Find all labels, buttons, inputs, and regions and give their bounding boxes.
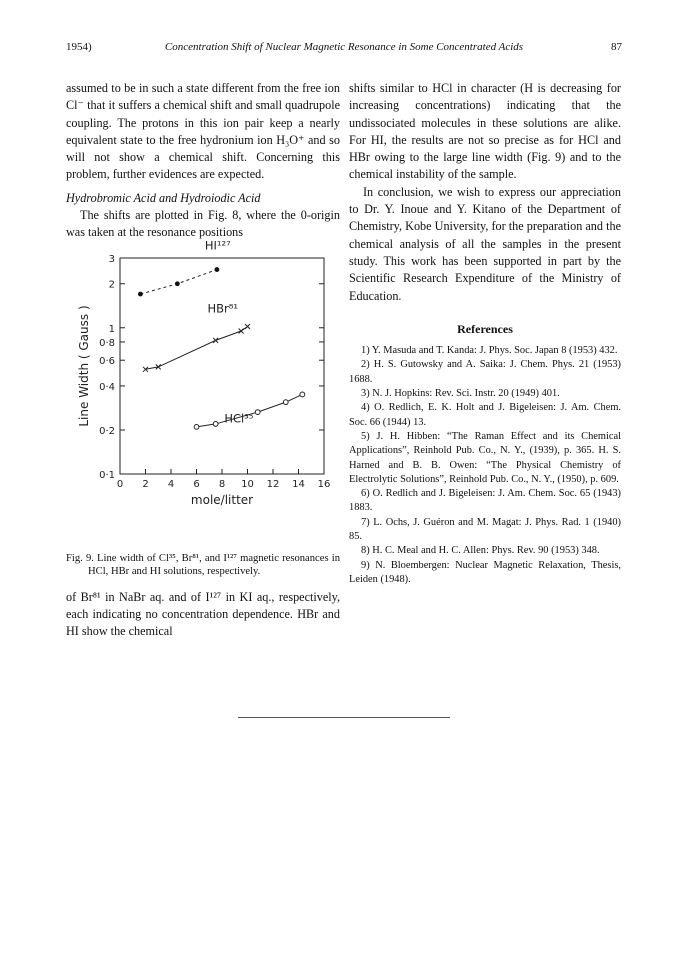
data-point-circle bbox=[194, 424, 199, 429]
references-list bbox=[349, 344, 621, 587]
series-label: HCl³⁵ bbox=[224, 411, 254, 426]
data-point-x bbox=[245, 324, 250, 329]
data-point-circle bbox=[300, 392, 305, 397]
data-point-circle bbox=[213, 421, 218, 426]
x-tick-label: 4 bbox=[167, 478, 175, 490]
series-line-1 bbox=[146, 326, 248, 369]
reference-item: 7) L. Ochs, J. Guéron and M. Magat: J. Phys. Rad. 1 (1940) 85. bbox=[349, 516, 621, 543]
y-tick-label: 0·2 bbox=[99, 425, 115, 437]
left-paragraph-1: assumed to be in such a state different from the free ion Cl⁻ that it suffers a chemical shift and small quadrupole coupling. The protons in this ion pair keep a nearly equivalent state to the free hydronium ion H₃O⁺ and so will not show a chemical shift. Concerning this problem, further evidences are expected. bbox=[66, 81, 340, 182]
x-tick-label: 8 bbox=[218, 478, 226, 490]
plot-frame bbox=[120, 258, 324, 474]
data-point-dot bbox=[175, 281, 180, 286]
left-paragraph-2: The shifts are plotted in Fig. 8, where the 0-origin was taken at the resonance positions bbox=[66, 208, 340, 240]
series-label: HI¹²⁷ bbox=[204, 238, 231, 253]
header-year: 1954) bbox=[66, 41, 92, 53]
data-point-x bbox=[239, 328, 244, 333]
x-tick-label: 2 bbox=[142, 478, 149, 490]
reference-item: 6) O. Redlich and J. Bigeleisen: J. Am. Chem. Soc. 65 (1943) 1883. bbox=[349, 488, 621, 514]
x-tick-label: 12 bbox=[266, 478, 280, 490]
reference-item: 2) H. S. Gutowsky and A. Saika: J. Chem. Phys. 21 (1953) 1688. bbox=[349, 359, 621, 385]
figure-caption: Fig. 9. Line width of Cl³⁵, Br⁸¹, and I¹²⁷ magnetic resonances in HCl, HBr and HI solutions, respectively. bbox=[66, 552, 340, 578]
right-paragraph-2: In conclusion, we wish to express our appreciation to Dr. Y. Inoue and Y. Kitano of the Department of Chemistry, Kobe University, for the preparation and the chemical analysis of all the samples in the present study. This work has been supported in part by the Scientific Research Expenditure of the Ministry of Education. bbox=[349, 184, 621, 303]
reference-item: 8) H. C. Meal and H. C. Allen: Phys. Rev. 90 (1953) 348. bbox=[361, 545, 600, 557]
x-tick-label: 10 bbox=[241, 478, 254, 490]
data-point-circle bbox=[255, 409, 260, 414]
y-tick-label: 1 bbox=[108, 323, 115, 335]
data-point-dot bbox=[138, 291, 143, 296]
y-tick-label: 2 bbox=[108, 279, 115, 291]
right-paragraph-1: shifts similar to HCl in character (H is decreasing for increasing concentrations) indicating that the undissociated molecules in these solutions are alike. For HI, the results are not so precise as for HCl and HBr owing to the large line width (Fig. 9) and to the chemical instability of the sample. bbox=[349, 81, 621, 182]
x-tick-label: 16 bbox=[317, 478, 331, 490]
reference-item: 1) Y. Masuda and T. Kanda: J. Phys. Soc. Japan 8 (1953) 432. bbox=[361, 345, 618, 357]
running-title: Concentration Shift of Nuclear Magnetic Resonance in Some Concentrated Acids bbox=[164, 41, 524, 53]
y-tick-label: 0·6 bbox=[99, 355, 115, 367]
x-tick-label: 0 bbox=[116, 478, 124, 490]
y-tick-label: 0·1 bbox=[99, 469, 115, 481]
data-point-dot bbox=[215, 267, 220, 272]
end-rule bbox=[238, 717, 450, 718]
reference-item: 5) J. H. Hibben: “The Raman Effect and its Chemical Applications”, Reinhold Pub. Co., N. Y., (1939), p. 365. H. S. Harned and B. B. Owen: “The Physical Chemistry of Electrolytic Solutions”, Reinhold Pub. Co., N. Y., (1950), p. 609. bbox=[349, 430, 621, 485]
y-tick-label: 3 bbox=[108, 253, 115, 265]
reference-item: 3) N. J. Hopkins: Rev. Sci. Instr. 20 (1949) 401. bbox=[361, 388, 560, 400]
data-point-x bbox=[213, 338, 218, 343]
x-tick-label: 6 bbox=[193, 478, 200, 490]
page-header bbox=[66, 41, 622, 57]
right-column bbox=[349, 80, 621, 587]
reference-item: 4) O. Redlich, E. K. Holt and J. Bigeleisen: J. Am. Chem. Soc. 66 (1944) 13. bbox=[349, 402, 621, 428]
page-number: 87 bbox=[611, 41, 622, 53]
data-point-circle bbox=[283, 399, 288, 404]
x-axis-label: mole/litter bbox=[190, 492, 254, 507]
reference-item: 9) N. Bloembergen: Nuclear Magnetic Relaxation, Thesis, Leiden (1948). bbox=[349, 559, 621, 585]
section-title: Hydrobromic Acid and Hydroiodic Acid bbox=[66, 190, 261, 205]
line-width-chart bbox=[66, 238, 340, 548]
x-tick-label: 14 bbox=[292, 478, 305, 490]
y-tick-label: 0·8 bbox=[99, 337, 115, 349]
y-tick-label: 0·4 bbox=[99, 381, 115, 393]
figure-9 bbox=[66, 238, 340, 548]
left-column bbox=[66, 80, 340, 641]
y-axis-label: Line Width ( Gauss ) bbox=[77, 305, 91, 427]
series-label: HBr⁸¹ bbox=[207, 301, 238, 316]
left-paragraph-3: of Br⁸¹ in NaBr aq. and of I¹²⁷ in KI aq., respectively, each indicating no concentration dependence. HBr and HI show the chemical bbox=[66, 589, 340, 639]
references-heading: References bbox=[457, 321, 513, 336]
